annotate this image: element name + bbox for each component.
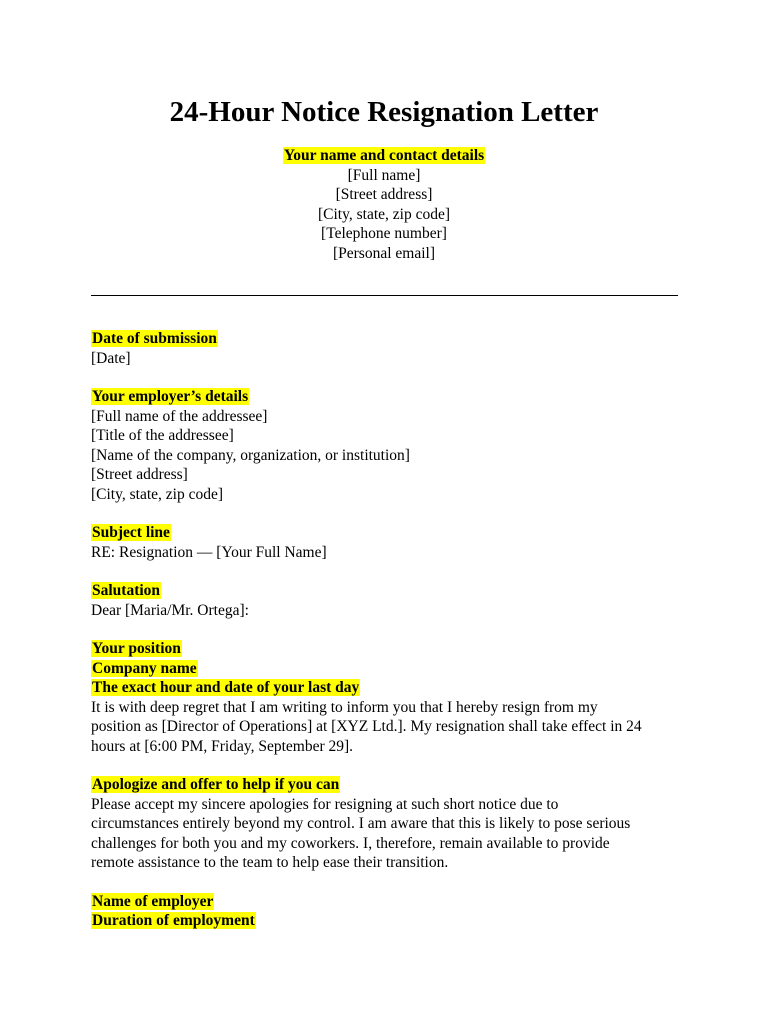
date-value: [Date] (91, 349, 131, 367)
subject-section (91, 523, 691, 562)
apology-section (91, 775, 691, 873)
employer-heading: Your employer’s details (92, 388, 249, 405)
document-title: 24-Hour Notice Resignation Letter (169, 96, 599, 128)
subject-value: RE: Resignation — [Your Full Name] (91, 543, 327, 561)
apology-paragraph-line: challenges for both you and my coworkers. I, therefore, remain available to provide (91, 834, 610, 852)
employer-line-addressee: [Full name of the addressee] (91, 407, 268, 425)
employer-line-street: [Street address] (91, 466, 188, 483)
contact-line-phone: [Telephone number] (321, 225, 447, 242)
employer-line-company: [Name of the company, organization, or institution] (91, 446, 410, 464)
salutation-heading: Salutation (92, 582, 161, 599)
position-heading: Your position (92, 640, 181, 657)
subject-heading: Subject line (92, 524, 170, 541)
apology-paragraph-line: circumstances entirely beyond my control. I am aware that this is likely to pose serious (91, 815, 631, 832)
employer-name-heading: Name of employer (92, 892, 214, 910)
employer-section (91, 387, 691, 504)
company-heading: Company name (92, 659, 197, 677)
position-paragraph-line: It is with deep regret that I am writing to inform you that I hereby resign from my (91, 698, 598, 716)
contact-line-street: [Street address] (335, 186, 433, 203)
contact-details-block (0, 146, 768, 263)
salutation-section (91, 581, 691, 620)
horizontal-divider (91, 295, 678, 296)
letter-body (91, 329, 691, 950)
employment-duration-heading: Duration of employment (92, 912, 255, 929)
employer-line-city: [City, state, zip code] (91, 485, 223, 503)
apology-heading: Apologize and offer to help if you can (92, 776, 340, 793)
position-paragraph-line: position as [Director of Operations] at [XYZ Ltd.]. My resignation shall take effect in 24 (91, 718, 642, 735)
contact-line-email: [Personal email] (332, 244, 435, 262)
contact-line-full-name: [Full name] (347, 166, 421, 184)
position-paragraph-line: hours at [6:00 PM, Friday, September 29]. (91, 737, 354, 755)
contact-line-city: [City, state, zip code] (318, 205, 450, 223)
position-section (91, 639, 691, 756)
last-day-heading: The exact hour and date of your last day (92, 679, 360, 696)
employer-line-title: [Title of the addressee] (91, 427, 234, 444)
closing-section (91, 892, 691, 931)
contact-heading: Your name and contact details (283, 147, 485, 164)
apology-paragraph-line: remote assistance to the team to help ease their transition. (91, 854, 449, 871)
apology-paragraph-line: Please accept my sincere apologies for resigning at such short notice due to (91, 795, 559, 813)
salutation-value: Dear [Maria/Mr. Ortega]: (91, 601, 249, 619)
date-section (91, 329, 691, 368)
date-heading: Date of submission (92, 330, 217, 347)
